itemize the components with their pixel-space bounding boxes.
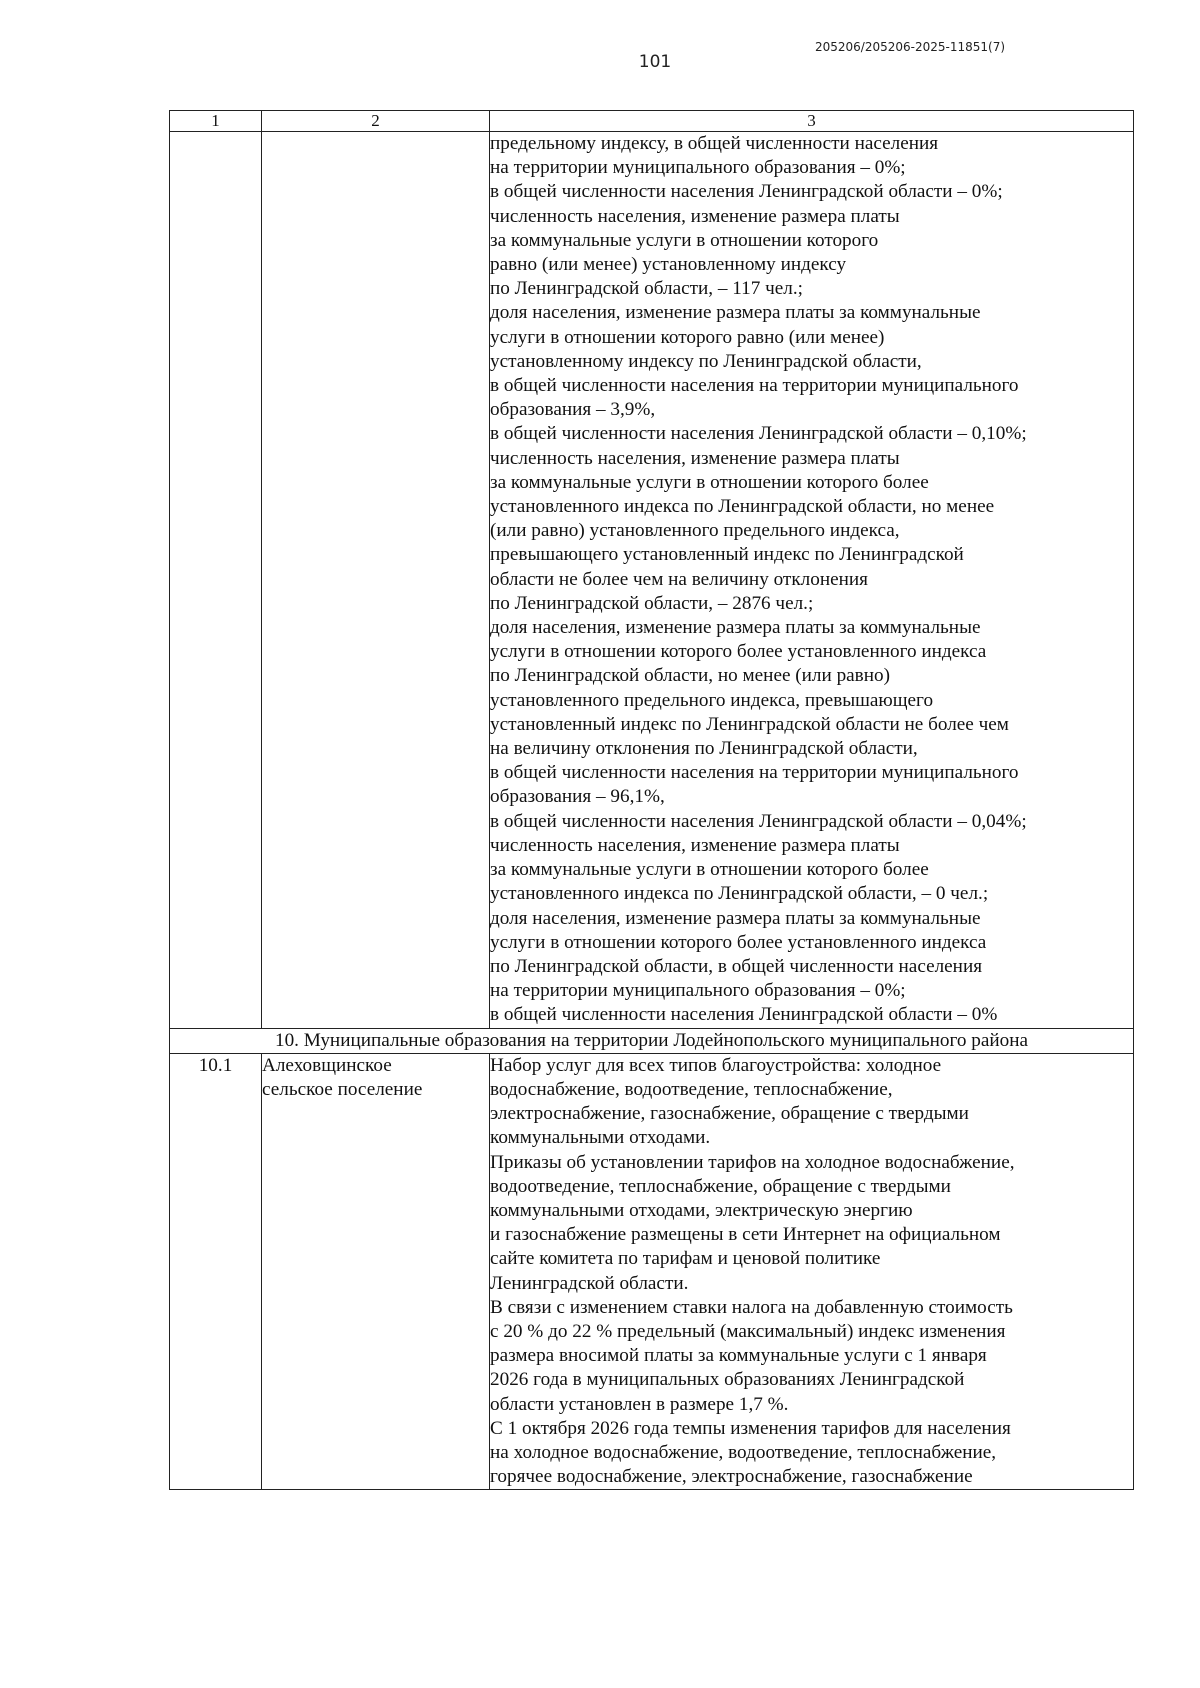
continuation-line: в общей численности населения на территории муниципального xyxy=(490,762,1019,784)
tariff-table xyxy=(169,110,1134,1490)
continuation-line: превышающего установленный индекс по Ленинградской xyxy=(490,544,964,566)
column-number-1: 1 xyxy=(170,111,262,132)
continuation-line: в общей численности населения Ленинградской области – 0,10%; xyxy=(490,423,1027,445)
continuation-line: численность населения, изменение размера платы xyxy=(490,834,900,856)
description-line: Приказы об установлении тарифов на холодное водоснабжение, xyxy=(490,1151,1015,1173)
continuation-line: доля населения, изменение размера платы за коммунальные xyxy=(490,907,981,929)
section-row xyxy=(170,1028,1134,1053)
description-line: области установлен в размере 1,7 %. xyxy=(490,1393,789,1415)
description-line: горячее водоснабжение, электроснабжение, газоснабжение xyxy=(490,1466,973,1488)
description-line: сайте комитета по тарифам и ценовой политике xyxy=(490,1248,881,1270)
continuation-line: равно (или менее) установленному индексу xyxy=(490,254,847,276)
section-title: 10. Муниципальные образования на территории Лодейнопольского муниципального района xyxy=(170,1028,1134,1053)
description-line: водоотведение, теплоснабжение, обращение с твердыми xyxy=(490,1175,951,1197)
continuation-row xyxy=(170,132,1134,1029)
continuation-line: за коммунальные услуги в отношении которого более xyxy=(490,859,929,881)
continuation-line: образования – 3,9%, xyxy=(490,399,656,421)
continuation-line: в общей численности населения Ленинградской области – 0%; xyxy=(490,181,1003,203)
continuation-line: за коммунальные услуги в отношении которого xyxy=(490,229,879,251)
continuation-line: установленного предельного индекса, превышающего xyxy=(490,689,934,711)
continuation-line: по Ленинградской области, – 117 чел.; xyxy=(490,278,803,300)
continuation-line: по Ленинградской области, – 2876 чел.; xyxy=(490,592,814,614)
continuation-line: области не более чем на величину отклонения xyxy=(490,568,868,590)
municipality-name xyxy=(262,1053,490,1490)
document-code: 205206/205206-2025-11851(7) xyxy=(815,40,1006,54)
continuation-line: установленному индексу по Ленинградской области, xyxy=(490,350,922,372)
row-description xyxy=(490,1053,1134,1490)
continuation-line: услуги в отношении которого более установленного индекса xyxy=(490,641,987,663)
continuation-line: доля населения, изменение размера платы за коммунальные xyxy=(490,302,981,324)
continuation-line: на территории муниципального образования – 0%; xyxy=(490,157,906,179)
page-number: 101 xyxy=(638,52,672,72)
continuation-cell-number xyxy=(170,132,262,1029)
description-line: В связи с изменением ставки налога на добавленную стоимость xyxy=(490,1296,1013,1318)
continuation-cell-name xyxy=(262,132,490,1029)
municipality-name-line: сельское поселение xyxy=(262,1078,423,1100)
continuation-line: установленного индекса по Ленинградской области, – 0 чел.; xyxy=(490,883,989,905)
description-line: коммунальными отходами, электрическую энергию xyxy=(490,1199,913,1221)
continuation-line: по Ленинградской области, но менее (или равно) xyxy=(490,665,890,687)
continuation-line: доля населения, изменение размера платы за коммунальные xyxy=(490,617,981,639)
continuation-line: предельному индексу, в общей численности населения xyxy=(490,133,939,154)
continuation-line: в общей численности населения Ленинградской области – 0,04%; xyxy=(490,810,1027,832)
continuation-line: услуги в отношении которого более установленного индекса xyxy=(490,931,987,953)
description-line: Набор услуг для всех типов благоустройства: холодное xyxy=(490,1054,942,1076)
continuation-line: в общей численности населения Ленинградской области – 0% xyxy=(490,1004,998,1026)
description-line: с 20 % до 22 % предельный (максимальный) индекс изменения xyxy=(490,1320,1006,1342)
description-line: и газоснабжение размещены в сети Интернет на официальном xyxy=(490,1224,1001,1246)
column-number-3: 3 xyxy=(490,111,1134,132)
row-number: 10.1 xyxy=(170,1053,262,1490)
continuation-line: на величину отклонения по Ленинградской области, xyxy=(490,738,918,760)
continuation-line: по Ленинградской области, в общей численности населения xyxy=(490,955,983,977)
description-line: С 1 октября 2026 года темпы изменения тарифов для населения xyxy=(490,1417,1011,1439)
continuation-line: за коммунальные услуги в отношении которого более xyxy=(490,471,929,493)
description-line: 2026 года в муниципальных образованиях Ленинградской xyxy=(490,1369,965,1391)
description-line: электроснабжение, газоснабжение, обращение с твердыми xyxy=(490,1103,969,1125)
continuation-cell-text xyxy=(490,132,1134,1029)
continuation-line: образования – 96,1%, xyxy=(490,786,665,808)
column-number-2: 2 xyxy=(262,111,490,132)
continuation-line: численность населения, изменение размера платы xyxy=(490,447,900,469)
description-line: коммунальными отходами. xyxy=(490,1127,711,1149)
description-line: размера вносимой платы за коммунальные услуги с 1 января xyxy=(490,1345,987,1367)
municipality-name-line: Алеховщинское xyxy=(262,1054,392,1076)
description-line: Ленинградской области. xyxy=(490,1272,689,1294)
continuation-line: в общей численности населения на территории муниципального xyxy=(490,375,1019,397)
description-line: водоснабжение, водоотведение, теплоснабжение, xyxy=(490,1078,893,1100)
continuation-line: установленного индекса по Ленинградской области, но менее xyxy=(490,496,995,518)
table-row xyxy=(170,1053,1134,1490)
column-number-row xyxy=(170,111,1134,132)
continuation-line: на территории муниципального образования – 0%; xyxy=(490,980,906,1002)
continuation-line: численность населения, изменение размера платы xyxy=(490,205,900,227)
continuation-line: (или равно) установленного предельного индекса, xyxy=(490,520,900,542)
continuation-line: услуги в отношении которого равно (или менее) xyxy=(490,326,885,348)
description-line: на холодное водоснабжение, водоотведение, теплоснабжение, xyxy=(490,1441,997,1463)
continuation-line: установленный индекс по Ленинградской области не более чем xyxy=(490,713,1009,735)
